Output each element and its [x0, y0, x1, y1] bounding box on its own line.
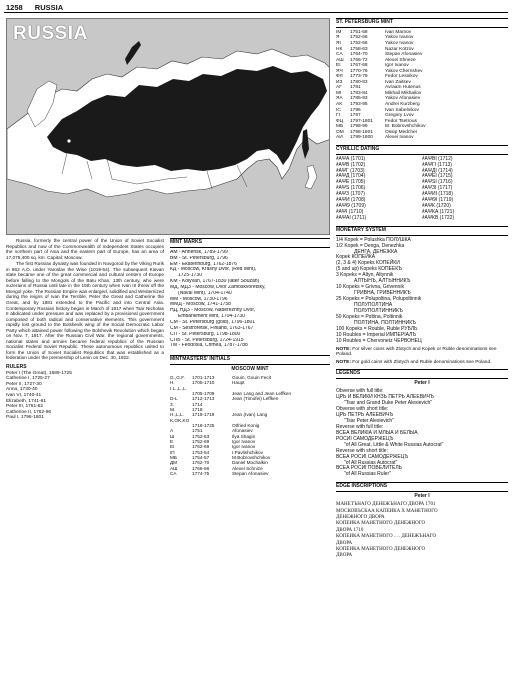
initials-cell: H.	[170, 380, 175, 386]
cyrillic-date: ҂АΨКВ (1722)	[422, 214, 455, 221]
mint-mark-item: Embankment Mint, 1704-1730	[178, 314, 245, 320]
name-cell: Yakov Afonasiev	[385, 96, 421, 102]
page-number: 1258	[6, 3, 23, 12]
years-cell: 1714	[192, 401, 203, 407]
ruler-item: Elizabeth, 1741-61	[6, 398, 47, 404]
initials-cell: AИ	[336, 135, 343, 141]
monetary-item: 10 Roubles = Imperial ИМПЕРIАЛЪ	[336, 331, 417, 338]
monetary-item: Kopek КОПЕЙКА	[336, 254, 376, 261]
mint-mark-item: CM - Sestroretsk, Finland, 1763-1767	[170, 325, 254, 331]
initials-cell: IП	[170, 449, 175, 455]
name-cell: Alexei Schnize	[232, 465, 263, 471]
monetary-title: MONETARY SYSTEM	[336, 226, 508, 236]
monetary-item: ПОЛУПОЛТИННИКЪ	[354, 308, 403, 315]
cyrillic-date: ҂АΨГ (1703)	[336, 167, 365, 174]
legend-item: "of All Great, Little & White Russias Autocrat"	[344, 441, 444, 448]
initials-cell: K,OK,KO	[170, 417, 190, 423]
monetary-item: 10 Roubles = Chervonetz ЧЕРВОНЕЦ	[336, 337, 422, 344]
years-cell: 1798-1801	[350, 129, 373, 135]
monetary-item: 25 Kopeks = Polupoltina, Polupoltinnik	[336, 296, 422, 303]
cyrillic-date: ҂АΨЅ (1706)	[336, 185, 366, 192]
years-cell: 1767-68	[350, 63, 368, 69]
rulers-list	[6, 371, 164, 421]
monetary-list	[336, 238, 508, 345]
legends-title: LEGENDS	[336, 369, 508, 379]
years-cell: 1752-69	[192, 439, 210, 444]
cyrillic-date: ҂АΨВ (1702)	[336, 161, 366, 168]
mint-mark-item: 1725-1730	[178, 273, 202, 279]
edge-title: EDGE INSCRIPTIONS	[336, 482, 508, 492]
edge-inscription: КОПЕИКА МАНЕТНОГО ДЕНЕЖНОГО	[336, 547, 426, 553]
initials-title: MINTMASTERS' INITIALS	[170, 355, 330, 365]
initials-cell: I.L.,L.,L.	[170, 385, 187, 391]
years-cell: 1793-95	[350, 102, 368, 108]
monetary-item: (2, 3 & 4) Kopeks КОПЕЙКИ	[336, 260, 400, 267]
name-cell: Igor Ivanov	[232, 439, 256, 444]
note-label: NOTE:	[336, 346, 351, 352]
mint-mark-item: ТМ - Feodosia, Crimea, 1787-1788	[170, 343, 248, 349]
years-cell: 1752-66	[350, 41, 368, 46]
ruler-item: Anna, 1730-40	[6, 387, 38, 393]
mint-mark-item: CM - St. Petersburg (gold), 1796-1801	[170, 319, 256, 325]
monetary-item: АЛТЫНЪ, АЛТЫННИКЪ	[354, 278, 411, 285]
name-cell: Alexei Ivanov	[385, 135, 414, 141]
years-cell: 1766-66	[192, 465, 210, 471]
cyrillic-date: ҂АΨГI (1713)	[422, 161, 452, 168]
cyrillic-date: ҂АΨВI (1712)	[422, 155, 453, 162]
monetary-item: ГРИВНА, ГРИВЕННИКЪ	[354, 290, 411, 297]
cyrillic-right-column	[422, 157, 508, 222]
map-graphic	[7, 19, 330, 235]
years-cell: 1718-1725	[192, 422, 215, 428]
initials-cell: D-L	[170, 396, 178, 402]
intro-column	[6, 238, 164, 421]
name-cell: Afonasiev	[232, 428, 253, 434]
years-cell: 1766-72	[350, 57, 368, 63]
mint-mark-item: СП - St. Petersburg, 1798-1800	[170, 331, 241, 337]
years-cell: 1753-54	[192, 449, 210, 455]
mint-mark-item: СПБ - St. Petersburg, 1724-1915	[170, 337, 244, 343]
edge-inscription: ДВОРА	[336, 540, 353, 546]
note-label: NOTE:	[336, 359, 351, 365]
ruler-item: Catherine I, 1725-27	[6, 376, 50, 382]
cyrillic-date: ҂АΨѲ (1709)	[336, 203, 366, 209]
years-cell: 1701-1713	[192, 374, 215, 380]
years-cell: 1785-93	[350, 96, 368, 102]
initials-cell: G.,G.F.	[170, 374, 185, 380]
initials-cell: IM	[336, 29, 342, 35]
moscow-initials-table	[170, 375, 330, 477]
intro-paragraph-1: Russia, formerly the central power of the Union of Soviet Socialist Republics and now of the Commonwealth of Independent States occupies the northern part of Asia and the eastern part of Europe, has an area of 17,075,400 sq. km. Capital: Moscow.	[6, 238, 164, 260]
initials-cell: ЕI	[336, 63, 341, 69]
mint-mark-item: BM - St. Petersburg, 1796	[170, 255, 228, 261]
initials-cell: ЯI	[336, 41, 341, 46]
intro-paragraph-2: The first Russian dynasty was founded in Novgorod by the Viking Rurik in 862 A.D. under Yaroslav the Wise (1019-54). The subsequent Kievan state became one of the great commercial and cultural centers of Europe before falling to the Mongols of the Batu Khan, 13th century, who were suzerains of Russia until late in the 15th century when Ivan III threw off the Mongol yoke. The Russian Empire was enlarged, solidified and Westernized during the reigns of Ivan the Terrible, Peter the Great and Catherine the Great, and by 1881 extended to the Pacific and into Central Asia. Contemporary Russian history began in March of 1917 when Tsar Nicholas II abdicated under pressure and was replaced by a provisional government composed of both radical and conservative elements. This government rapidly lost ground to the Bolshevik wing of the Social Democratic Labor Party which attained power following the Bolshevik Revolution which began on Nov. 7, 1917. After the Russian Civil War, the regional governments, national states and armies became federal republics of the Russian Socialist Federal Soviet Republic. These autonomous republics united to form the Union of Soviet Socialist Republics that was established as a federation under the premiership of Lenin on Dec. 30, 1922.	[6, 261, 164, 361]
years-cell: 1751	[192, 428, 203, 434]
monetary-item: 1/2 Kopek = Denga, Denezhka	[336, 242, 405, 249]
name-cell: Daniel Mochalkin	[232, 460, 268, 466]
spb-title: ST. PETERSBURG MINT	[336, 18, 508, 28]
years-cell: 1780-83	[350, 79, 368, 85]
ruler-item: Peter I (The Great), 1689-1725	[6, 370, 72, 376]
years-cell: 1762-69	[192, 444, 210, 450]
cyrillic-date: ҂АΨКА (1721)	[422, 208, 455, 215]
years-cell: 1773-79	[350, 74, 368, 80]
legend-item: ВСЕА ВЕЛИКIА И МЛЫА И БЕЛЫА	[336, 429, 418, 436]
edge-inscription: КОПЕИКА МАНЕТНОГО . . . ДЕНЕЖЪНАГО	[336, 534, 437, 540]
years-cell: 1751-58	[350, 29, 368, 35]
edge-list	[336, 502, 508, 560]
years-cell: 1718-1719	[192, 412, 215, 418]
years-cell: 1774-75	[192, 471, 210, 477]
right-column	[336, 18, 508, 564]
initials-cell: ЯA	[336, 96, 343, 102]
novaya-zemlya	[125, 41, 141, 65]
initials-cell: Я	[336, 35, 340, 41]
table-row	[170, 471, 330, 476]
initials-cell: CA	[336, 52, 343, 58]
initials-cell: 3.	[170, 401, 174, 407]
edge-subtitle: Peter I	[414, 493, 430, 500]
name-cell: Avraam Hutenus	[385, 85, 421, 91]
name-cell: Jean (Ivan) Lang	[232, 412, 268, 418]
years-cell: 1764-70	[350, 52, 368, 58]
legends-subtitle: Peter I	[414, 380, 430, 387]
map-title: RUSSIA	[13, 23, 88, 44]
initials-cell: EI	[170, 444, 175, 450]
edge-inscription: ДВОРА	[336, 553, 353, 559]
header-rule	[4, 12, 508, 13]
mint-mark-item: MM - Moscow, 1730-1796	[170, 296, 228, 302]
name-cell: Nazar Kotzov	[385, 46, 414, 52]
monetary-item: 10 Kopeks = Grivna, Grivennik	[336, 284, 404, 291]
name-cell: Stepan Afonasiev	[232, 471, 269, 477]
name-cell: Mikhail Mikhailov	[385, 90, 422, 96]
legend-item: Reverse with short title:	[336, 447, 388, 454]
ruler-item: Ivan VI, 1740-41	[6, 392, 42, 398]
name-cell: Fedor Tsetrous	[385, 118, 417, 124]
cyrillic-date: ҂АΨИ (1708)	[336, 197, 366, 204]
mint-marks-list	[170, 250, 330, 349]
mint-mark-item: MД, MДЗ - Moscow, Dvor Zamoskvoretsky,	[170, 284, 266, 290]
initials-cell: АШ	[336, 57, 344, 63]
years-cell: 1797-1801	[350, 118, 373, 124]
legend-item: РОСИI САМОДЕРЖЕЦЪ	[336, 435, 394, 442]
monetary-item: 1/4 Kopek = Polushka ПОЛУШКА	[336, 236, 411, 243]
name-cell: Ilya Shagin	[232, 433, 256, 439]
name-cell: Igor Ivanov	[385, 63, 409, 69]
monetary-item: ПОЛТИНА, ПОЛТИННИКЪ	[354, 319, 417, 326]
cyrillic-date: ҂АΨД (1704)	[336, 173, 366, 180]
monetary-item: ДЕНГА, ДЕНЕЖКА	[354, 248, 398, 255]
years-cell: 1752-63	[192, 433, 210, 439]
initials-cell: MБ	[170, 455, 177, 461]
initials-cell: MБ	[336, 124, 344, 130]
name-cell: M. Bobrovshchikov	[385, 124, 426, 130]
edge-inscription: КОПЕИКА МАНЕТНОГО ДЕНЕЖНОГО	[336, 521, 426, 527]
initials-cell: AK	[336, 102, 343, 108]
cyrillic-date: ҂АΨИI (1718)	[422, 191, 453, 198]
cyrillic-date: ҂АΨI (1710)	[336, 208, 364, 215]
initials-cell: Ш	[170, 433, 175, 439]
ruler-item: Paul I, 1796-1801	[6, 415, 44, 421]
cyrillic-date: ҂АΨЗ (1707)	[336, 191, 365, 198]
name-cell: Alexei Shneze	[385, 57, 416, 63]
legend-item: "Tsar and Grand Duke Peter Alexievich"	[344, 400, 433, 406]
mint-mark-item: НД, НДЗ - Moscow, Naberezhny Dvor,	[170, 308, 256, 314]
initials-cell: OM	[336, 129, 344, 135]
initials-cell: E	[170, 439, 174, 444]
monetary-item: 50 Kopeks = Poltina, Poltinnik	[336, 314, 403, 321]
mint-mark-item: EM - Ekaterinburg, 1762-1876	[170, 261, 237, 267]
edge-inscription: ДВОРА 1710	[336, 527, 364, 533]
name-cell: Ivan Mamov	[385, 29, 412, 35]
legend-item: ЦРЬ ПЕТРЬ АЛЕЕВИЧЪ	[336, 411, 394, 418]
monetary-note-2	[336, 360, 508, 366]
name-cell: Igor Ivanov	[232, 444, 256, 450]
name-cell: Jean Lang and Jean Leffken	[232, 390, 292, 396]
cyrillic-date: ҂АΨЗI (1717)	[422, 185, 453, 192]
cyrillic-date: ҂АΨЕI (1715)	[422, 173, 453, 180]
initials-cell: H.,L,L.	[170, 412, 184, 418]
name-cell: Haupt	[232, 380, 245, 386]
table-row	[336, 135, 508, 141]
years-cell: 1798-99	[350, 124, 368, 130]
legends-list	[336, 389, 508, 478]
cyrillic-grid	[336, 157, 508, 222]
name-cell: Fedor Lesnikov	[385, 74, 418, 80]
legend-item: "Tsar Peter Alexievich"	[344, 417, 394, 424]
name-cell: Stepan Afonasiev	[385, 52, 423, 58]
ruler-item: Catherine II, 1762-96	[6, 409, 52, 415]
name-cell: Ivan Zaitsev	[385, 79, 411, 85]
cyrillic-date: ҂АΨК (1720)	[422, 203, 451, 209]
ruler-item: Peter II, 1727-30	[6, 381, 42, 387]
name-cell: Gouin, Gouin Fecit	[232, 374, 272, 380]
cyrillic-date: ҂АΨѲI (1719)	[422, 197, 454, 204]
monetary-note-1	[336, 347, 508, 358]
years-cell: 1770-76	[350, 68, 368, 74]
edge-inscription: МОСКОВЪСКАА КАПЕИКА Х МАНЕТНОГО	[336, 508, 438, 514]
cyrillic-date: ҂АΨДI (1714)	[422, 167, 453, 174]
initials-cell: НК	[336, 46, 343, 52]
cyrillic-date: ҂АΨАI (1711)	[336, 214, 367, 221]
monetary-item: 100 Kopeks = Rouble, Ruble РУБЛЬ	[336, 325, 418, 332]
years-cell: 1712-1713	[192, 396, 215, 402]
japan	[305, 165, 317, 189]
mint-marks-title: MINT MARKS	[170, 238, 330, 248]
legend-item: Obverse with full title:	[336, 388, 384, 395]
monetary-item: (5 and up) Kopeks КОПЕЕКЪ	[336, 266, 403, 273]
years-cell: 1762-70	[192, 460, 210, 466]
years-cell: 1781	[350, 85, 361, 91]
mint-mark-item: KM - Kolyvan, 1767-1830 (later Souzan)	[170, 279, 260, 285]
initials-cell: ЯЧ	[336, 68, 343, 74]
name-cell: Yakov Ivanov	[385, 35, 414, 41]
years-cell: 1783-84	[350, 90, 368, 96]
name-cell: I.Pavlishchikov	[232, 449, 264, 455]
mint-mark-item: AM - Annensk, 1789-1799	[170, 249, 228, 255]
initials-cell: ИЗ	[336, 79, 343, 85]
name-cell: Ivan Sabelnikov	[385, 107, 419, 113]
cyrillic-date: ҂АΨА (1701)	[336, 155, 366, 162]
years-cell: 1754-57	[192, 455, 210, 461]
initials-cell: A	[170, 428, 174, 434]
legend-item: "of All Russias Ruler"	[344, 471, 391, 478]
page-country: RUSSIA	[34, 3, 64, 12]
legend-item: "of All Russias Autocrat"	[344, 459, 398, 466]
initials-cell: ФЛ	[336, 74, 343, 80]
legend-item: ВСЕА РОСИI ПОВЕЛИТЕЛЬ	[336, 465, 402, 472]
mint-mark-item: КД - Moscow, Krasny Dvor, (Red Mint),	[170, 267, 257, 273]
mint-column	[170, 238, 330, 476]
initials-cell: ДM	[170, 460, 178, 466]
moscow-mint-subtitle: MOSCOW MINT	[231, 366, 269, 373]
initials-cell: ГI	[336, 113, 340, 119]
initials-cell: ФЦ	[336, 118, 344, 124]
monetary-item: 3 Kopeks = Altyn, Altynnik	[336, 272, 394, 279]
years-cell: 1758-63	[350, 46, 368, 52]
legend-item: ЦРЬ И ВЕЛИКИ КНЗЬ ПЕТРЬ АЛЕЕВИЧЪ	[336, 394, 434, 401]
map-of-russia	[6, 18, 330, 235]
years-cell: 1799-1800	[350, 135, 373, 141]
note-text: For gold coins with Zlotych and Ruble denominations see Poland.	[350, 359, 492, 365]
ruler-item: Peter III, 1761-62	[6, 404, 44, 410]
initials-cell: CA	[170, 471, 177, 477]
edge-inscription: ДЕНЕЖНОГО ДВОРА	[336, 515, 385, 521]
spb-initials-table	[336, 30, 508, 141]
name-cell: M.Bobrovshchikov	[232, 455, 271, 461]
monetary-item: ПОЛУПОЛТИНА	[354, 302, 393, 309]
name-cell: Andrei Kurzberg	[385, 102, 420, 108]
rulers-title: RULERS	[6, 364, 27, 371]
name-cell: Yakov Ivanov	[385, 41, 414, 46]
cyrillic-left-column	[336, 157, 422, 222]
initials-cell: AГ	[336, 85, 342, 91]
mint-mark-item: (Naval Mint), 1704-1740	[178, 290, 232, 296]
mint-mark-item: MMД - Moscow, 1741-1758	[170, 302, 231, 308]
cyrillic-date: ҂АΨЅI (1716)	[422, 179, 453, 186]
edge-inscription: МАНЕТЪНАГО ДЕНЕЖЪНАГО ДВОРА 1701	[336, 502, 436, 508]
legend-item: ВСЕА РОСИI САМОДЕРЖЕЦЪ	[336, 453, 409, 460]
name-cell: Jean (Timofei) Leffken	[232, 396, 279, 402]
years-cell: 1752-66	[350, 35, 368, 41]
name-cell: Ossip Medcher	[385, 129, 418, 135]
cyrillic-title: CYRILLIC DATING	[336, 145, 508, 155]
initials-cell: MI	[336, 90, 342, 96]
initials-cell: AШ	[170, 465, 178, 471]
name-cell: Yakov Chernshev	[385, 68, 423, 74]
cyrillic-date: ҂АΨЕ (1705)	[336, 179, 366, 186]
moscow-marker	[67, 139, 70, 142]
years-cell: 1797	[350, 113, 361, 119]
years-cell: 1705-1710	[192, 380, 215, 386]
initials-cell: IC	[336, 107, 341, 113]
name-cell: Gregory Lvov	[385, 113, 414, 119]
years-cell: 1705-1709	[192, 390, 215, 396]
legend-item: Obverse with short title:	[336, 405, 389, 412]
years-cell: 1796	[350, 107, 361, 113]
initials-cell: M.	[170, 406, 176, 412]
name-cell: Otfried Konig	[232, 422, 260, 428]
note-text: For silver coins with Zlotych and Kopek or Ruble denominations see Poland.	[336, 346, 497, 358]
years-cell: 1718	[192, 406, 203, 412]
legend-item: Reverse with full title:	[336, 423, 384, 430]
